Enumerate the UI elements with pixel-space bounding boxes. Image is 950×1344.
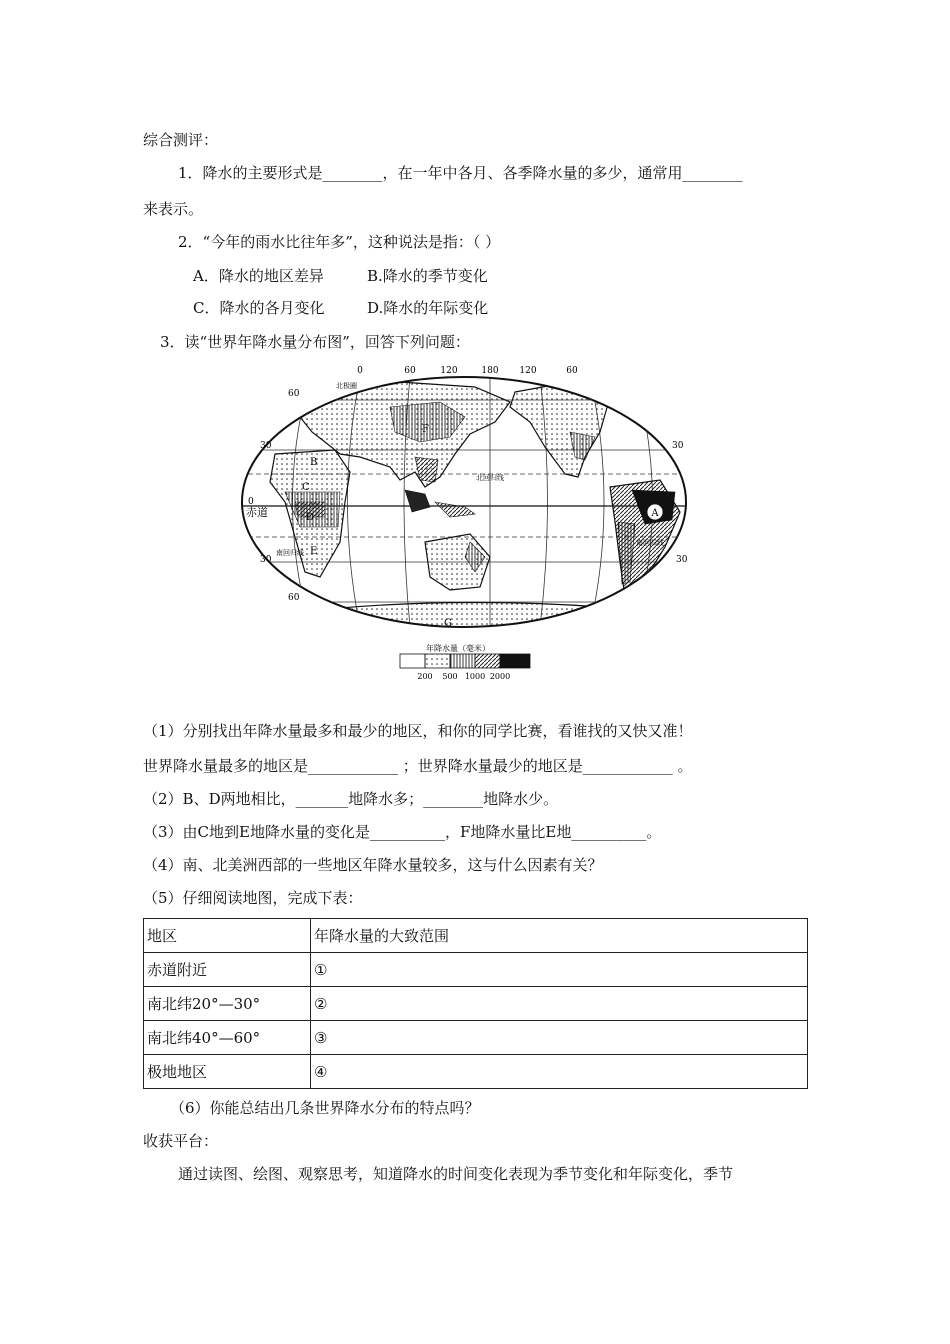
lat-label: 60: [288, 389, 300, 399]
lat-label: 30: [260, 555, 272, 565]
table-cell: 极地地区: [144, 1055, 311, 1089]
harvest-text: 通过读图、绘图、观察思考，知道降水的时间变化表现为季节变化和年际变化，季节: [178, 1165, 734, 1183]
section-heading: 综合测评：: [143, 131, 219, 149]
legend-tick: 1000: [464, 672, 486, 681]
table-cell: ④: [311, 1055, 808, 1089]
lat-label: 30: [672, 441, 684, 451]
table-cell: ②: [311, 987, 808, 1021]
region-letter-a: A: [651, 508, 659, 519]
precipitation-legend: [400, 654, 530, 668]
lat-label: 30: [260, 441, 272, 451]
legend-title: 年降水量（毫米）: [426, 644, 490, 653]
table-cell: ③: [311, 1021, 808, 1055]
question-2-option-d: D.降水的年际变化: [367, 299, 489, 317]
sub-question-1-line2: 世界降水量最多的地区是____________ ；世界降水量最少的地区是____________ 。: [143, 757, 693, 775]
table-cell: 南北纬20°—30°: [144, 987, 311, 1021]
table-cell: ①: [311, 953, 808, 987]
region-letter-c: C: [302, 482, 310, 493]
sub-question-3: （3）由C地到E地降水量的变化是__________，F地降水量比E地__________。: [143, 823, 662, 841]
lon-label: 120: [440, 366, 458, 376]
question-1-line2: 来表示。: [143, 200, 204, 218]
lon-label: 180: [481, 366, 499, 376]
legend-tick: 500: [442, 672, 458, 681]
lon-label: 120: [519, 366, 537, 376]
table-row: [144, 987, 808, 1021]
lat-label: 0: [248, 497, 254, 507]
sub-question-4: （4）南、北美洲西部的一些地区年降水量较多，这与什么因素有关？: [143, 856, 603, 874]
arctic-circle-label: 北极圈: [336, 382, 357, 390]
sub-question-6: （6）你能总结出几条世界降水分布的特点吗？: [170, 1099, 480, 1117]
region-letter-e: E: [310, 546, 318, 557]
equator-label: 赤道: [246, 506, 268, 519]
table-cell: 地区: [144, 919, 311, 953]
precipitation-range-table: [143, 918, 808, 1089]
table-cell: 南北纬40°—60°: [144, 1021, 311, 1055]
table-row: [144, 953, 808, 987]
world-precipitation-map: [240, 362, 700, 688]
region-letter-d: D: [306, 512, 315, 523]
tropic-cancer-label: 北回归线: [476, 474, 504, 482]
sub-question-1-line1: （1）分别找出年降水量最多和最少的地区，和你的同学比赛，看谁找的又快又准！: [143, 722, 693, 740]
lon-label: 60: [404, 366, 416, 376]
question-2-option-c: C．降水的各月变化: [193, 299, 325, 317]
legend-tick: 2000: [489, 672, 511, 681]
legend-tick: 200: [417, 672, 433, 681]
lat-label: 60: [288, 593, 300, 603]
question-2-option-a: A．降水的地区差异: [193, 267, 324, 285]
lon-label: 60: [566, 366, 578, 376]
question-2-stem: 2．“今年的雨水比往年多”，这种说法是指：（ ）: [178, 233, 501, 251]
question-3-stem: 3．读“世界年降水量分布图”，回答下列问题：: [160, 333, 470, 351]
region-letter-b: B: [310, 457, 318, 468]
table-cell: 年降水量的大致范围: [311, 919, 808, 953]
region-letter-f: F: [422, 424, 429, 435]
table-cell: 赤道附近: [144, 953, 311, 987]
lon-label: 0: [357, 366, 363, 376]
lat-label: 30: [676, 555, 688, 565]
harvest-title: 收获平台：: [143, 1132, 219, 1150]
question-2-option-b: B.降水的季节变化: [367, 267, 488, 285]
table-row: [144, 1021, 808, 1055]
region-letter-g: G: [444, 618, 452, 629]
sub-question-5: （5）仔细阅读地图，完成下表：: [143, 889, 363, 907]
table-row: [144, 919, 808, 953]
tropic-capricorn-label-left: 南回归线: [276, 549, 304, 557]
sub-question-2: （2）B、D两地相比，_______地降水多；________地降水少。: [143, 790, 559, 808]
table-row: [144, 1055, 808, 1089]
question-1-line1: 1．降水的主要形式是________，在一年中各月、各季降水量的多少，通常用________: [178, 164, 743, 182]
tropic-capricorn-label: 南回归线: [636, 539, 664, 547]
